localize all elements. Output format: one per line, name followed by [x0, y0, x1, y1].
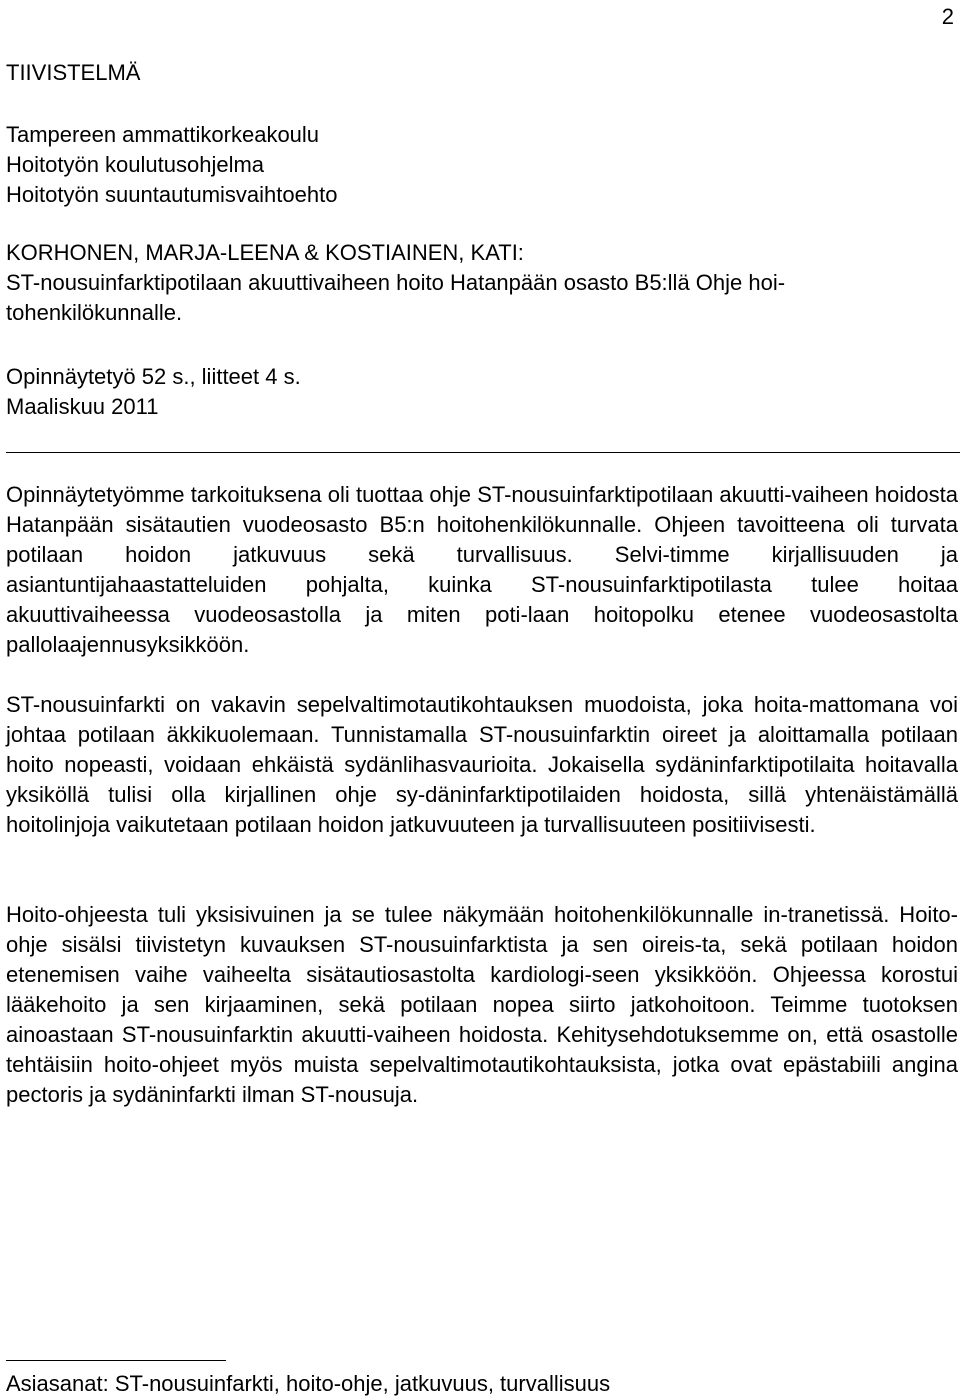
abstract-paragraph-2: ST-nousuinfarkti on vakavin sepelvaltimotautikohtauksen muodoista, joka hoita-mattomana voi johtaa potilaan äkkikuolemaan. Tunnistamalla ST-nousuinfarktin oireet ja aloittamalla potilaan hoito nopeasti, voidaan ehkäistä sydänlihasvaurioita. Jokaisella sydäninfarktipotilaita hoitavalla yksiköllä tulisi olla kirjallinen ohje sy-däninfarktipotilaiden hoidosta, sillä yhtenäistämällä hoitolinjoja vaikutetaan potilaan hoidon jatkuvuuteen ja turvallisuuteen positiivisesti.: [6, 692, 958, 837]
page-heading: TIIVISTELMÄ: [6, 60, 141, 85]
institution-info: [6, 120, 956, 210]
school-name: Tampereen ammattikorkeakoulu: [6, 122, 320, 147]
authors: KORHONEN, MARJA-LEENA & KOSTIAINEN, KATI:: [6, 240, 524, 265]
thesis-pages: Opinnäytetyö 52 s., liitteet 4 s.: [6, 364, 301, 389]
keywords-divider: [6, 1360, 226, 1361]
thesis-meta: [6, 362, 956, 422]
author-title-block: [6, 238, 956, 328]
option-name: Hoitotyön suuntautumisvaihtoehto: [6, 182, 338, 207]
abstract-paragraph-3: Hoito-ohjeesta tuli yksisivuinen ja se tulee näkymään hoitohenkilökunnalle in-tranetissä. Hoito-ohje sisälsi tiivistetyn kuvauksen ST-nousuinfarktista ja sen oireis-ta, sekä potilaan hoidon etenemisen vaihe vaiheelta sisätautiosastolta kardiologi-seen yksikköön. Ohjeessa korostui lääkehoito ja sen kirjaaminen, sekä potilaan nopea siirto jatkohoitoon. Teimme tuotoksen ainoastaan ST-nousuinfarktin akuutti-vaiheen hoidosta. Kehitysehdotuksemme on, että osastolle tehtäisiin hoito-ohjeet myös muista sepelvaltimotautikohtauksista, jotka ovat epästabiili angina pectoris ja sydäninfarkti ilman ST-nousuja.: [6, 902, 958, 1107]
abstract-paragraph-1: Opinnäytetyömme tarkoituksena oli tuottaa ohje ST-nousuinfarktipotilaan akuutti-vaiheen hoidosta Hatanpään sisätautien vuodeosasto B5:n hoitohenkilökunnalle. Ohjeen tavoitteena oli turvata potilaan hoidon jatkuvuus sekä turvallisuus. Selvi-timme kirjallisuuden ja asiantuntijahaastatteluiden pohjalta, kuinka ST-nousuinfarktipotilasta tulee hoitaa akuuttivaiheessa vuodeosastolla ja miten poti-laan hoitopolku etenee vuodeosastolta pallolaajennusyksikköön.: [6, 482, 958, 657]
programme-name: Hoitotyön koulutusohjelma: [6, 152, 265, 177]
page-number: 2: [941, 4, 954, 29]
section-divider: [6, 452, 960, 453]
thesis-date: Maaliskuu 2011: [6, 394, 159, 419]
thesis-title-line-2: tohenkilökunnalle.: [6, 300, 183, 325]
thesis-title-line-1: ST-nousuinfarktipotilaan akuuttivaiheen hoito Hatanpään osasto B5:llä Ohje hoi-: [6, 270, 786, 295]
keywords-line: Asiasanat: ST-nousuinfarkti, hoito-ohje, jatkuvuus, turvallisuus: [6, 1371, 611, 1396]
